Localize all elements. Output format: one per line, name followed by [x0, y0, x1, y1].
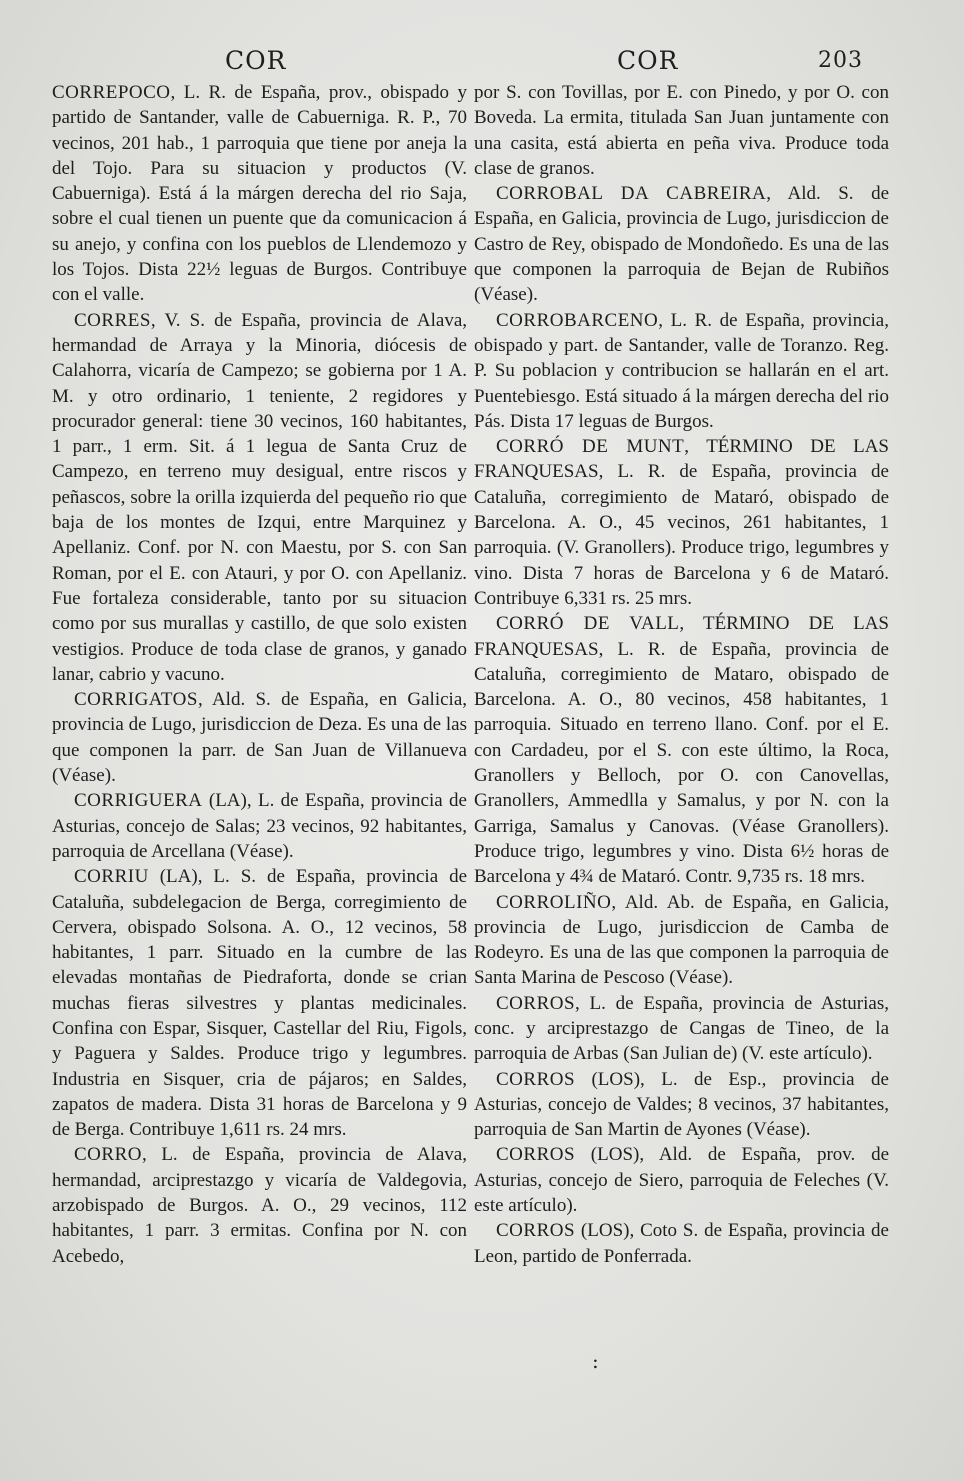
entry-headword: CORREPOCO: [52, 82, 171, 103]
entry: [52, 1142, 467, 1268]
entry-headword: CORROS: [496, 1220, 576, 1242]
entry: [474, 991, 889, 1067]
entry-text: por S. con Tovillas, por E. con Pinedo, y por O. con Boveda. La ermita, titulada San Juan juntamente con una casita, está abierta en peña viva. Produce toda clase de granos.: [474, 82, 889, 179]
entry-text: , L. R. de España, provincia, obispado y part. de Santander, valle de Toranzo. Reg. P. Su poblacion y contribucion se hallarán en el art. Puentebiesgo. Está situado á la márgen derecha del rio Pás. Dista 17 leguas de Burgos.: [474, 309, 889, 432]
entry-headword: CORRIGATOS: [74, 689, 198, 711]
entry-text: (LA), L. de España, provincia de Asturias, concejo de Salas; 23 vecinos, 92 habitantes, parroquia de Arcellana (Véase).: [52, 790, 467, 862]
entry-headword: CORRO: [74, 1144, 142, 1166]
entry: [474, 434, 889, 611]
right-running-head: COR: [617, 46, 679, 75]
entry-text: (LOS), L. de Esp., provincia de Asturias, concejo de Valdes; 8 vecinos, 37 habitantes, parroquia de San Martin de Ayones (Véase).: [474, 1068, 889, 1141]
entry-headword: CORROLIÑO: [496, 891, 612, 913]
entry: [474, 611, 889, 889]
entry-text: , Ald. S. de España, en Galicia, provincia de Lugo, jurisdiccion de Castro de Rey, obispado de Mondoñedo. Es una de las que componen la parroquia de Bejan de Rubiños (Véase).: [474, 183, 889, 306]
entry-headword: CORRES: [74, 309, 151, 331]
entry-headword: CORRIGUERA: [74, 790, 203, 812]
entry: [474, 890, 889, 991]
entry-headword: CORROS: [496, 1068, 576, 1090]
entry-headword: CORRIU: [74, 866, 149, 888]
entry: [474, 1067, 889, 1143]
entry-headword: CORROS: [496, 992, 576, 1014]
entry-text: , Ald. Ab. de España, en Galicia, provincia de Lugo, jurisdiccion de Camba de Rodeyro. Es una de las que componen la parroquia de Santa Marina de Pescoso (Véase).: [474, 891, 889, 989]
entry-headword: CORROBAL DA CABREIRA: [496, 183, 767, 205]
entry: [474, 308, 889, 434]
entry-headword: CORROBARCENO: [496, 309, 659, 331]
entry-text: (LA), L. S. de España, provincia de Cataluña, subdelegacion de Berga, corregimiento de Cervera, obispado Solsona. A. O., 12 vecinos, 58 habitantes, 1 parr. Situado en la cumbre de las elevadas montañas de Piedraforta, donde se crian muchas fieras silvestres y plantas medicinales. Confina con Espar, Sisquer, Castellar del Riu, Figols, y Paguera y Saldes. Produce trigo y legumbres. Industria en Sisquer, cria de pájaros; en Saldes, zapatos de madera. Dista 31 horas de Barcelona y 9 de Berga. Contribuye 1,611 rs. 24 mrs.: [52, 866, 467, 1141]
entry-headword: CORRÓ DE MUNT: [496, 436, 685, 458]
entry-headword: CORROS: [496, 1144, 576, 1166]
entry-text: , TÉRMINO DE LAS FRANQUESAS, L. R. de España, provincia de Cataluña, corregimiento de Mataró, obispado de Barcelona. A. O., 45 vecinos, 261 habitantes, 1 parroquia. (V. Granollers). Produce trigo, legumbres y vino. Dista 7 horas de Barcelona y 6 de Mataró. Contribuye 6,331 rs. 25 mrs.: [474, 436, 889, 609]
right-column: [474, 80, 889, 1269]
entry-text: , TÉRMINO DE LAS FRANQUESAS, L. R. de España, provincia de Cataluña, corregimiento de Mataro, obispado de Barcelona. A. O., 80 vecinos, 458 habitantes, 1 parroquia. Situado en terreno llano. Conf. por el E. con Cardadeu, por el S. con este último, la Roca, Granollers y Belloch, por O. con Canovellas, Granollers, Ammedlla y Samalus, y por N. con la Garriga, Samalus y Canovas. (Véase Granollers). Produce trigo, legumbres y vino. Dista 6½ horas de Barcelona y 4¾ de Mataró. Contr. 9,735 rs. 18 mrs.: [474, 613, 889, 888]
page-number: 203: [818, 48, 863, 73]
entry-text: (LOS), Coto S. de España, provincia de Leon, partido de Ponferrada.: [474, 1220, 889, 1267]
entry: [52, 687, 467, 788]
entry-text: , L. de España, provincia de Alava, hermandad, arciprestazgo y vicaría de Valdegovia, arzobispado de Burgos. A. O., 29 vecinos, 112 habitantes, 1 parr. 3 ermitas. Confina por N. con Acebedo,: [52, 1144, 467, 1267]
entry-text: , V. S. de España, provincia de Alava, hermandad de Arraya y la Minoria, diócesis de Calahorra, vicaría de Campezo; se gobierna por 1 A. M. y otro ordinario, 1 teniente, 2 regidores y procurador general: tiene 30 vecinos, 160 habitantes, 1 parr., 1 erm. Sit. á 1 legua de Santa Cruz de Campezo, en terreno muy desigual, entre riscos y peñascos, sobre la orilla izquierda del pequeño rio que baja de los montes de Izqui, entre Marquinez y Apellaniz. Conf. por N. con Maestu, por S. con San Roman, por el E. con Atauri, y por O. con Apellaniz. Fue fortaleza considerable, tanto por su situacion como por sus murallas y castillo, de que solo existen vestigios. Produce de toda clase de granos, y ganado lanar, cabrio y vacuno.: [52, 309, 467, 685]
entry: [52, 80, 467, 308]
entry: [474, 181, 889, 307]
entry-headword: CORRÓ DE VALL: [496, 613, 680, 635]
left-running-head: COR: [225, 46, 287, 75]
left-column: [52, 80, 467, 1269]
entry-text: , L. de España, provincia de Asturias, conc. y arciprestazgo de Cangas de Tineo, de la parroquia de Arbas (San Julian de) (V. este artículo).: [474, 992, 889, 1065]
entry-text: (LOS), Ald. de España, prov. de Asturias, concejo de Siero, parroquia de Feleches (V. este artículo).: [474, 1144, 889, 1217]
signature-mark: :: [592, 1349, 599, 1373]
entry: [52, 788, 467, 864]
entry-continuation: [474, 80, 889, 181]
entry-text: , Ald. S. de España, en Galicia, provincia de Lugo, jurisdiccion de Deza. Es una de las que componen la parr. de San Juan de Villanueva (Véase).: [52, 689, 467, 787]
entry-text: , L. R. de España, prov., obispado y partido de Santander, valle de Cabuerniga. R. P., 70 vecinos, 201 hab., 1 parroquia que tiene por aneja la del Tojo. Para su situacion y productos (V. Cabuerniga). Está á la márgen derecha del rio Saja, sobre el cual tienen un puente que da comunicacion á su anejo, y confina con los pueblos de Llendemozo y los Tojos. Dista 22½ leguas de Burgos. Contribuye con el valle.: [52, 82, 467, 306]
entry: [52, 864, 467, 1142]
entry: [474, 1218, 889, 1269]
entry: [52, 308, 467, 687]
entry: [474, 1142, 889, 1218]
